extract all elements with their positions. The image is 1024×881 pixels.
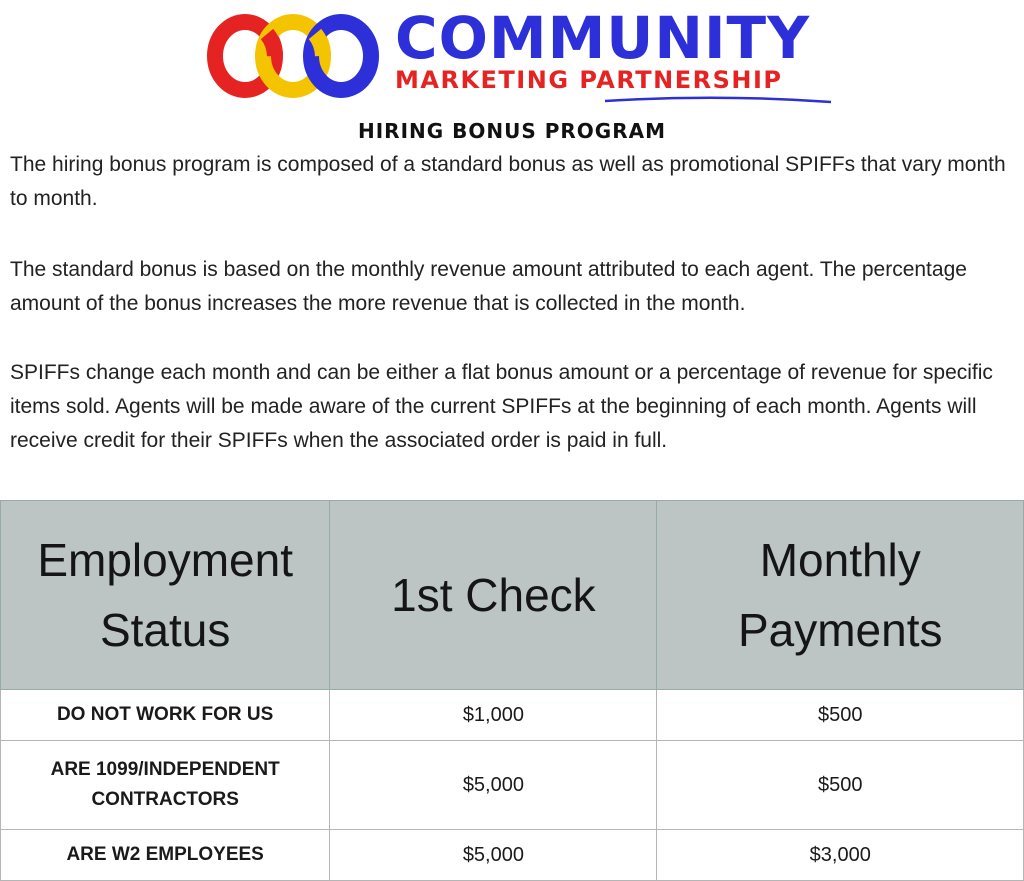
- employment-status-cell: ARE W2 EMPLOYEES: [1, 830, 330, 881]
- program-title: HIRING BONUS PROGRAM: [358, 119, 666, 143]
- table-row: [1, 830, 1024, 881]
- header-first-check: 1st Check: [330, 501, 657, 690]
- brand-logo: [205, 6, 845, 106]
- bonus-table: [0, 500, 1024, 881]
- table-header-row: [1, 501, 1024, 690]
- intro-paragraph: The hiring bonus program is composed of a standard bonus as well as promotional SPIFFs that vary month to month.: [10, 153, 1006, 210]
- header-employment-status: Employment Status: [1, 501, 330, 690]
- employment-status-cell: DO NOT WORK FOR US: [1, 690, 330, 741]
- underline-swoosh-icon: [603, 92, 833, 106]
- brand-tagline: MARKETING PARTNERSHIP: [395, 66, 783, 94]
- monthly-payments-cell: $3,000: [657, 830, 1024, 881]
- standard-bonus-paragraph: The standard bonus is based on the monthly revenue amount attributed to each agent. The percentage amount of the bonus increases the more revenue that is collected in the month.: [10, 258, 967, 315]
- first-check-cell: $1,000: [330, 690, 657, 741]
- table-row: [1, 741, 1024, 830]
- spiffs-paragraph: SPIFFs change each month and can be either a flat bonus amount or a percentage of revenue for specific items sold. Agents will be made aware of the current SPIFFs at the beginning of each month. Agents will receive credit for their SPIFFs when the associated order is paid in full.: [10, 361, 993, 452]
- first-check-cell: $5,000: [330, 741, 657, 830]
- header-monthly-payments: Monthly Payments: [657, 501, 1024, 690]
- linked-rings-icon: [205, 8, 385, 108]
- table-row: [1, 690, 1024, 741]
- monthly-payments-cell: $500: [657, 741, 1024, 830]
- first-check-cell: $5,000: [330, 830, 657, 881]
- employment-status-cell: ARE 1099/INDEPENDENT CONTRACTORS: [1, 741, 330, 830]
- monthly-payments-cell: $500: [657, 690, 1024, 741]
- brand-name: COMMUNITY: [395, 4, 811, 72]
